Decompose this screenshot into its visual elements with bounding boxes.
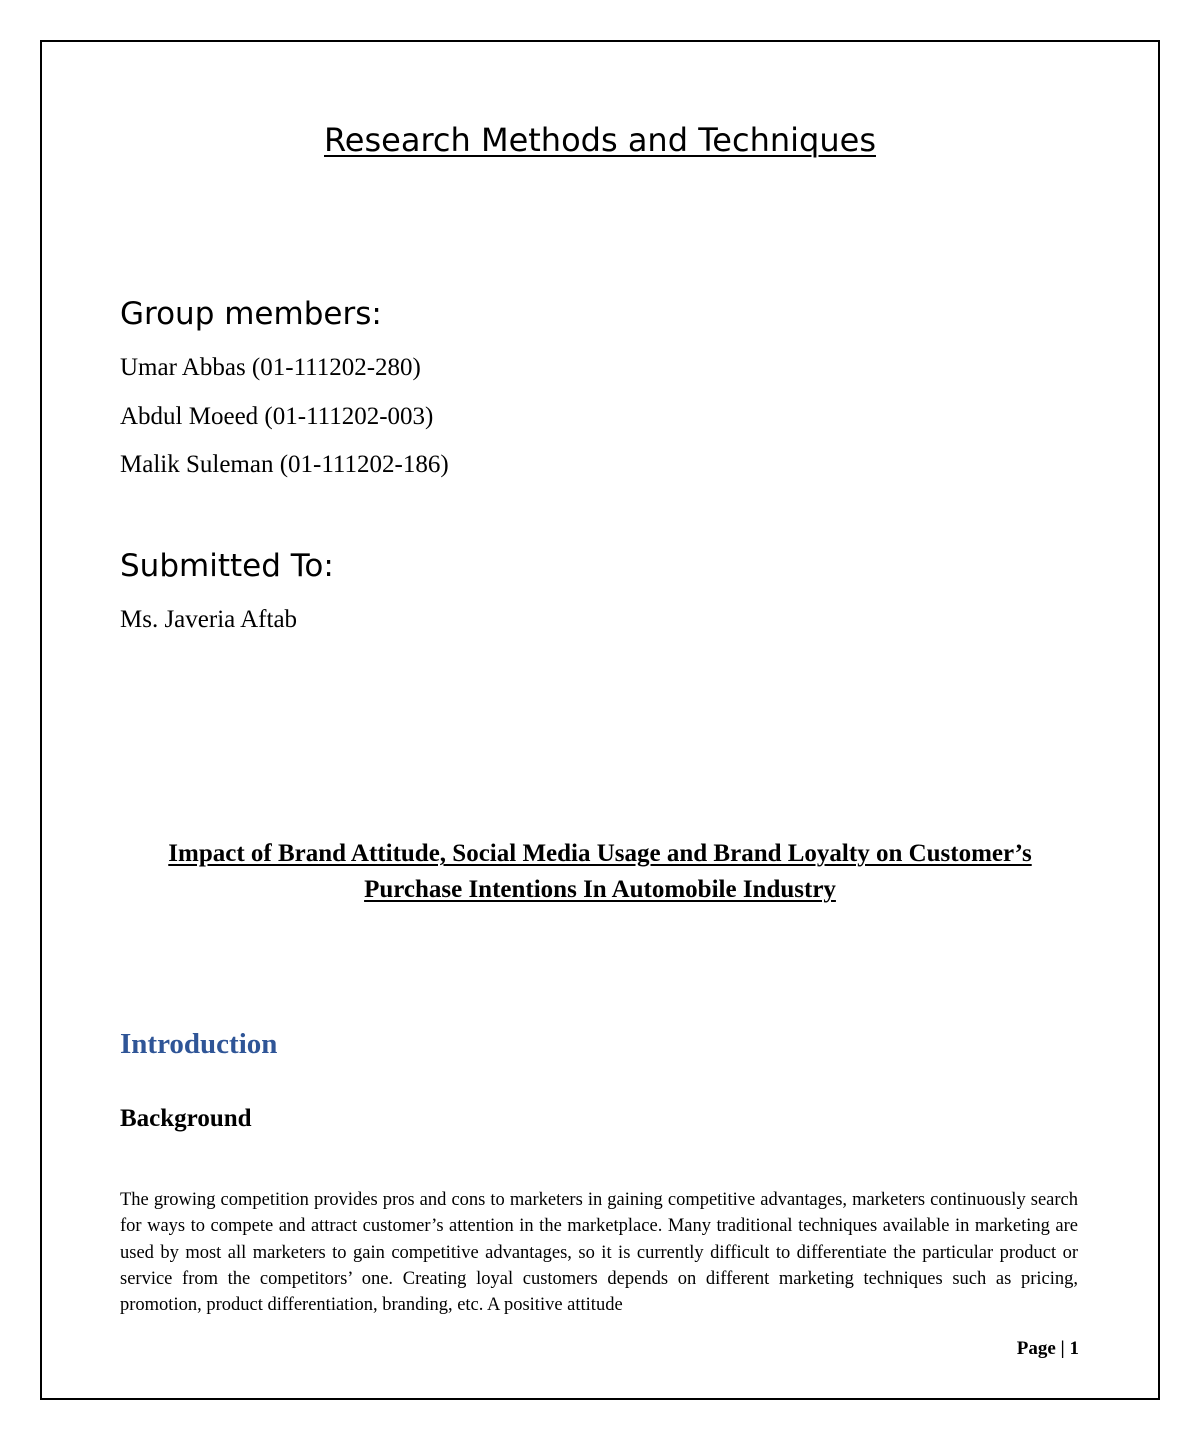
background-paragraph: The growing competition provides pros and cons to marketers in gaining competitive advantages, marketers continuously search for ways to compete and attract customer’s attention in the marketplace. Many traditional techniques available in marketing are used by most all marketers to gain competitive advantages, so it is currently difficult to differentiate the particular product or service from the competitors’ one. Creating loyal customers depends on different marketing techniques such as pricing, promotion, product differentiation, branding, etc. A positive attitude xyxy=(120,1190,1078,1316)
submitted-to-heading: Submitted To: xyxy=(120,548,334,584)
document-title: Research Methods and Techniques xyxy=(324,121,876,159)
group-members-heading: Group members: xyxy=(120,296,382,332)
page-number: Page | 1 xyxy=(1016,1338,1079,1359)
background-heading: Background xyxy=(120,1105,252,1132)
supervisor-name: Ms. Javeria Aftab xyxy=(120,606,298,633)
study-title: Impact of Brand Attitude, Social Media Usage and Brand Loyalty on Customer’s Purchase Intentions In Automobile Industry xyxy=(168,840,1032,903)
introduction-heading: Introduction xyxy=(120,1028,278,1060)
member-item: Abdul Moeed (01-111202-003) xyxy=(120,403,434,430)
member-item: Umar Abbas (01-111202-280) xyxy=(120,354,421,381)
member-item: Malik Suleman (01-111202-186) xyxy=(120,451,449,478)
